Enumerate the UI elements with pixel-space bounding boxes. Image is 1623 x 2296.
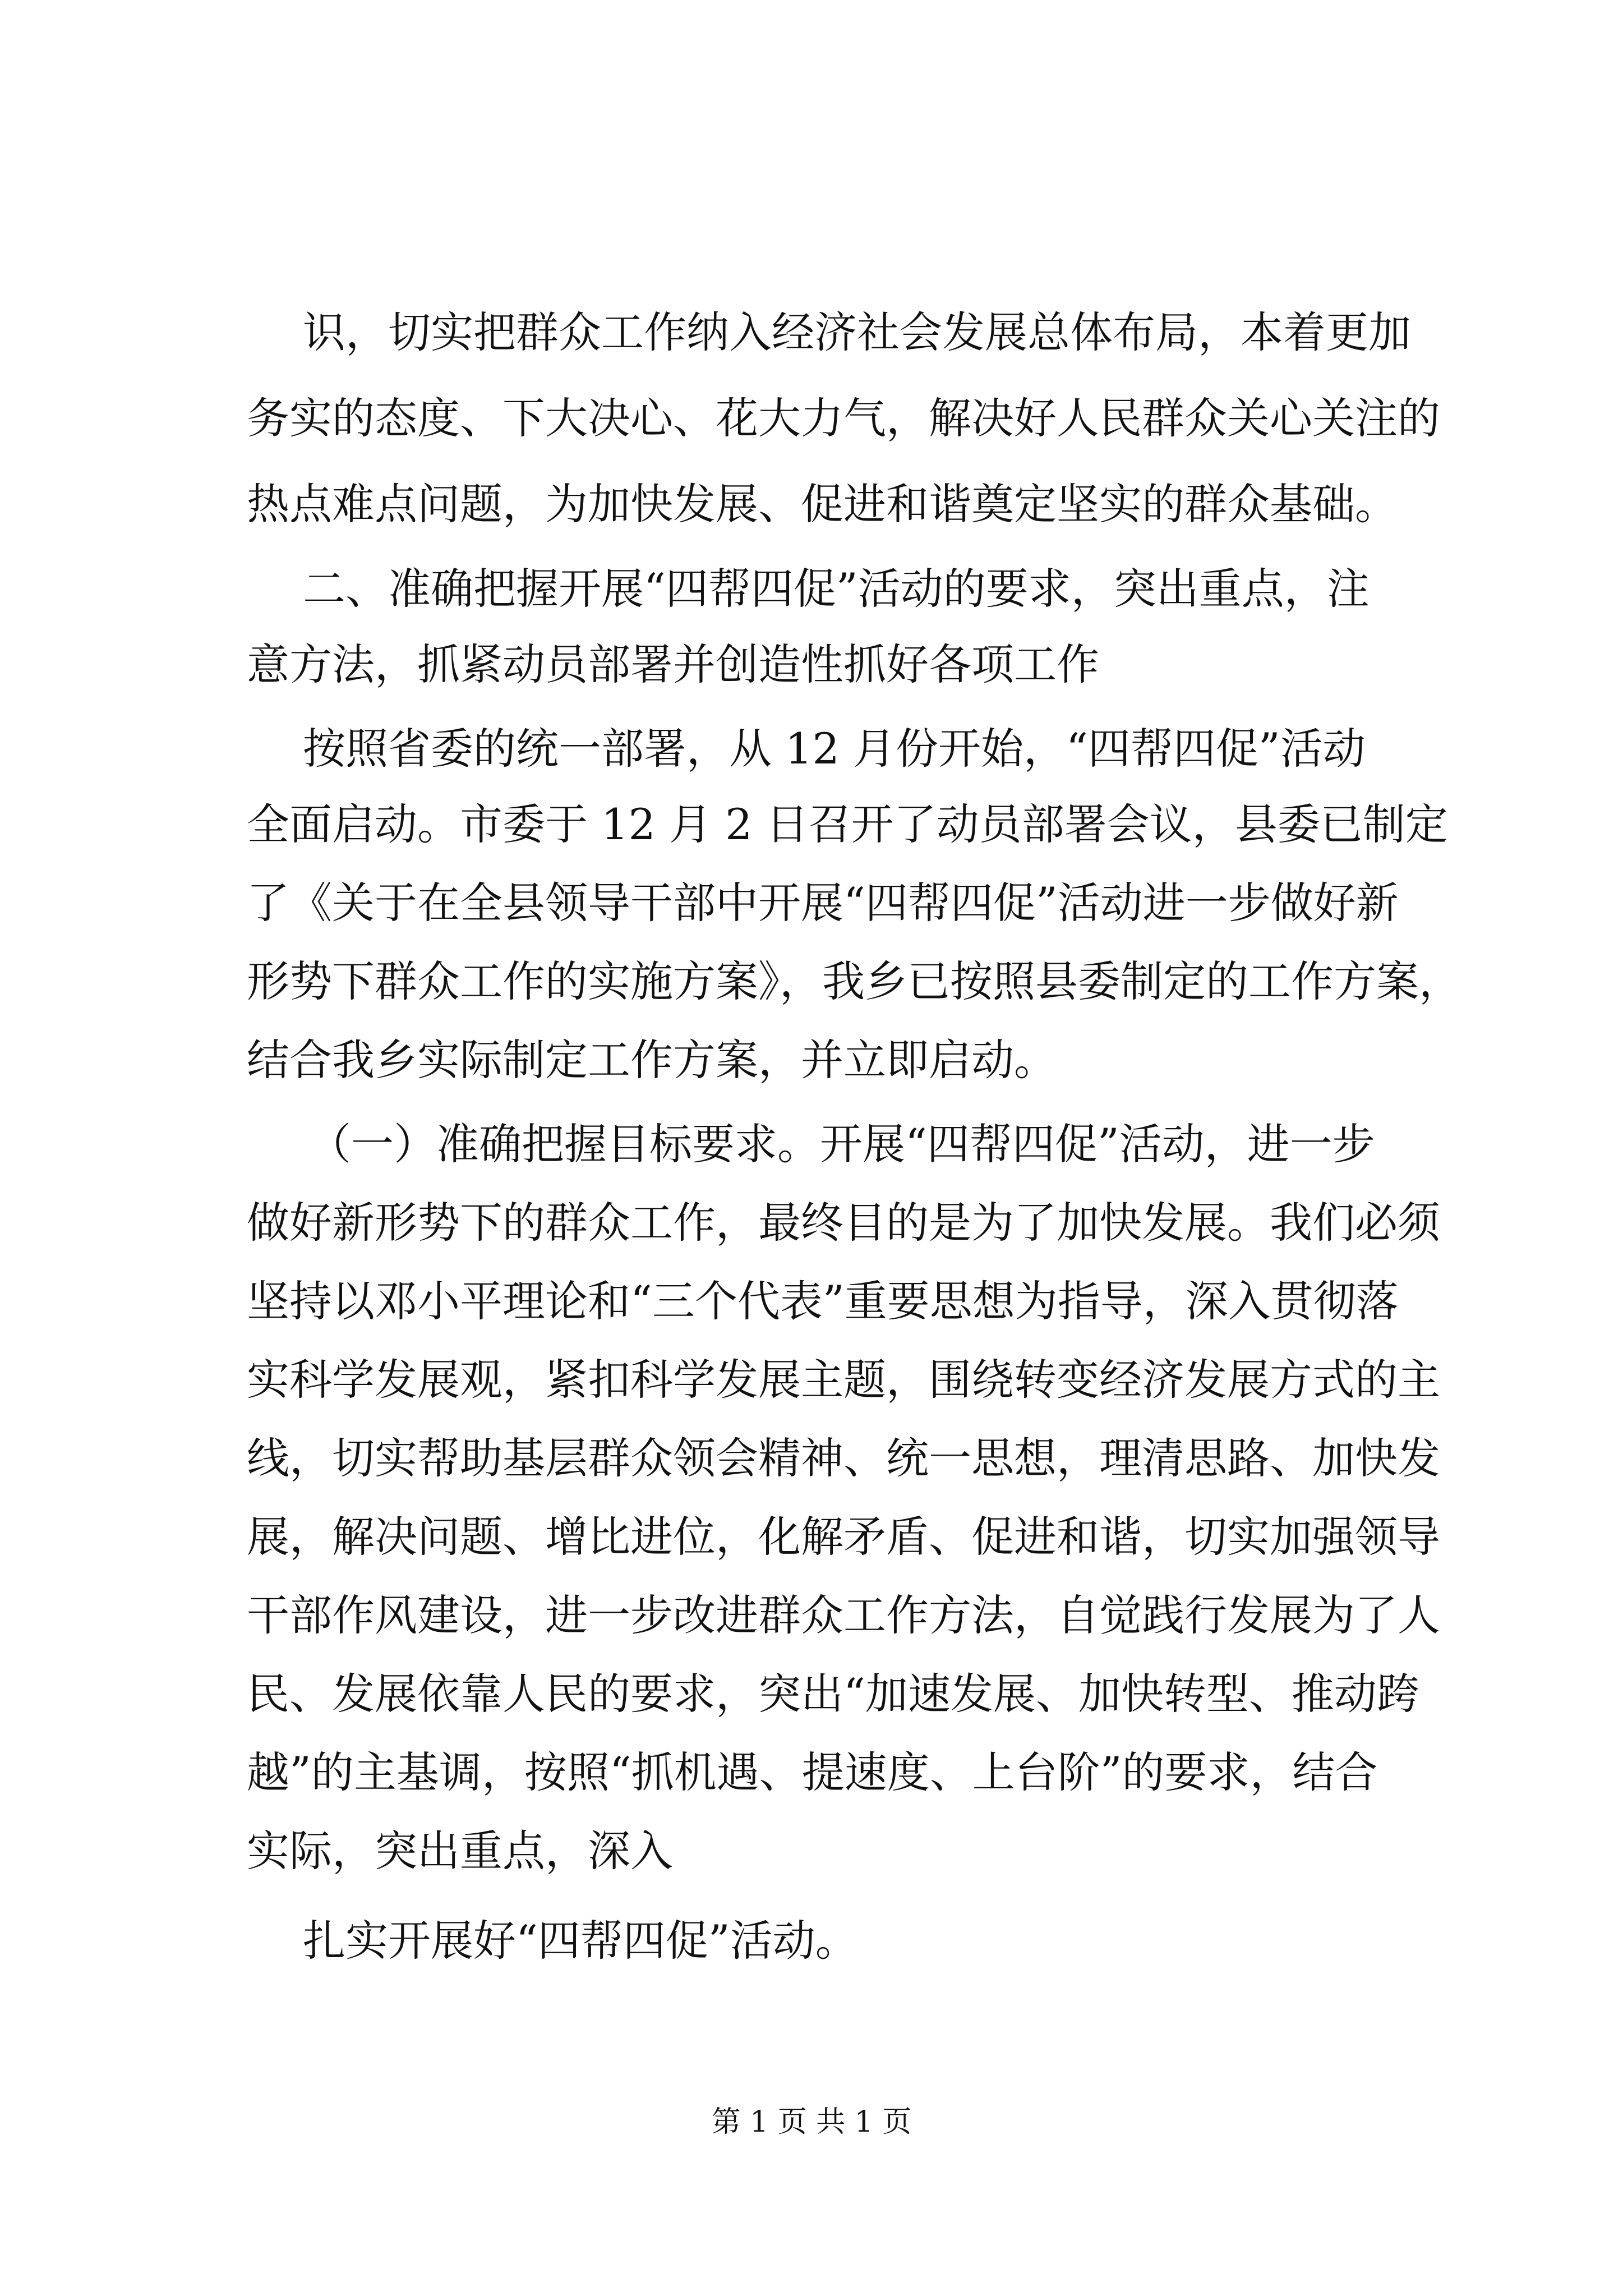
page-footer: 第 1 页 共 1 页 (711, 2105, 912, 2139)
text-line: 实际，突出重点，深入 (247, 1826, 673, 1876)
text-line: 坚持以邓小平理论和“三个代表”重要思想为指导，深入贯彻落 (247, 1276, 1399, 1326)
text-line: 结合我乡实际制定工作方案，并立即启动。 (247, 1035, 1057, 1085)
text-line: 线，切实帮助基层群众领会精神、统一思想，理清思路、加快发 (247, 1433, 1440, 1483)
text-line: 实科学发展观，紧扣科学发展主题，围绕转变经济发展方式的主 (247, 1355, 1440, 1405)
text-line: 扎实开展好“四帮四促”活动。 (303, 1916, 858, 1966)
subsection-heading-line: （一）准确把握目标要求。开展“四帮四促”活动，进一步 (308, 1119, 1375, 1169)
text-line: 干部作风建设，进一步改进群众工作方法，自觉践行发展为了人 (247, 1590, 1440, 1640)
text-line: 形势下群众工作的实施方案》，我乡已按照县委制定的工作方案， (247, 956, 1461, 1006)
section-heading-line: 意方法，抓紧动员部署并创造性抓好各项工作 (247, 639, 1099, 689)
text-line: 展，解决问题、增比进位，化解矛盾、促进和谐，切实加强领导 (247, 1512, 1440, 1562)
text-line: 做好新形势下的群众工作，最终目的是为了加快发展。我们必须 (247, 1198, 1440, 1248)
text-line: 务实的态度、下大决心、花大力气，解决好人民群众关心关注的 (247, 393, 1440, 443)
text-line: 民、发展依靠人民的要求，突出“加速发展、加快转型、推动跨 (247, 1669, 1419, 1719)
text-line: 越”的主基调，按照“抓机遇、提速度、上台阶”的要求，结合 (247, 1747, 1378, 1797)
text-line: 识，切实把群众工作纳入经济社会发展总体布局，本着更加 (303, 307, 1411, 357)
text-line: 热点难点问题，为加快发展、促进和谐奠定坚实的群众基础。 (247, 479, 1398, 529)
text-line: 按照省委的统一部署，从 12 月份开始，“四帮四促”活动 (303, 724, 1366, 774)
text-line: 全面启动。市委于 12 月 2 日召开了动员部署会议，县委已制定 (247, 799, 1448, 849)
section-heading-line: 二、准确把握开展“四帮四促”活动的要求，突出重点，注 (303, 564, 1370, 614)
text-line: 了《关于在全县领导干部中开展“四帮四促”活动进一步做好新 (247, 878, 1399, 928)
